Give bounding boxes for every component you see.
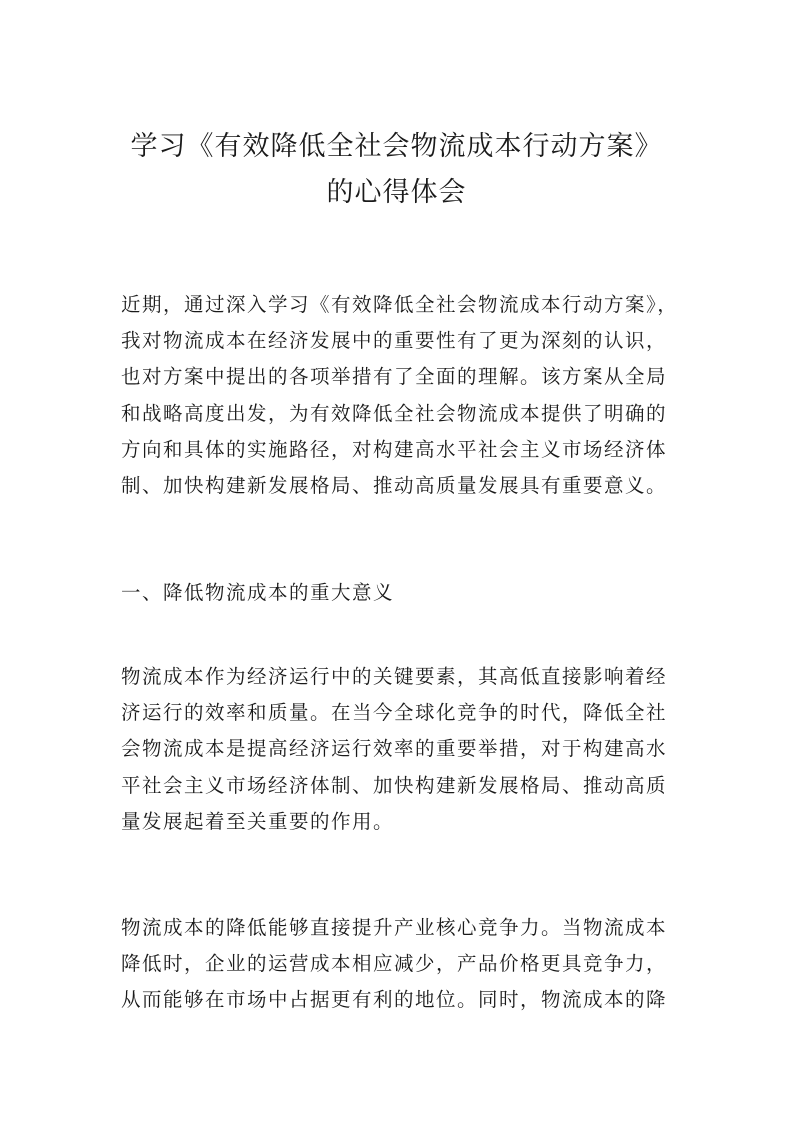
paragraph-line: 从而能够在市场中占据更有利的地位。同时，物流成本的降 (121, 988, 668, 1012)
section-heading-text: 一、降低物流成本的重大意义 (121, 581, 395, 604)
section-paragraph-2 (121, 910, 681, 1019)
paragraph-line: 物流成本作为经济运行中的关键要素，其高低直接影响着经 (121, 665, 668, 688)
paragraph-line: 物流成本的降低能够直接提升产业核心竞争力。当物流成本 (121, 916, 668, 939)
paragraph-line: 平社会主义市场经济体制、加快构建新发展格局、推动高质 (121, 773, 668, 797)
paragraph-line: 制、加快构建新发展格局、推动高质量发展具有重要意义。 (121, 474, 668, 498)
paragraph-line: 也对方案中提出的各项举措有了全面的理解。该方案从全局 (121, 365, 668, 389)
paragraph-line: 降低时，企业的运营成本相应减少，产品价格更具竞争力， (121, 952, 668, 976)
paragraph-line: 和战略高度出发，为有效降低全社会物流成本提供了明确的 (121, 401, 668, 425)
section-heading (121, 575, 681, 611)
paragraph-line: 近期，通过深入学习《有效降低全社会物流成本行动方案》， (121, 293, 679, 316)
document-title-line-1: 学习《有效降低全社会物流成本行动方案》 (130, 131, 663, 162)
document-title-line-2: 的心得体会 (326, 177, 467, 208)
section-paragraph-1 (121, 659, 681, 840)
paragraph-line: 我对物流成本在经济发展中的重要性有了更为深刻的认识， (121, 329, 668, 353)
intro-paragraph (121, 287, 681, 504)
paragraph-line: 方向和具体的实施路径，对构建高水平社会主义市场经济体 (121, 437, 668, 461)
paragraph-line: 会物流成本是提高经济运行效率的重要举措，对于构建高水 (121, 737, 668, 761)
paragraph-line: 量发展起着至关重要的作用。 (121, 809, 395, 833)
paragraph-line: 济运行的效率和质量。在当今全球化竞争的时代，降低全社 (121, 701, 668, 725)
